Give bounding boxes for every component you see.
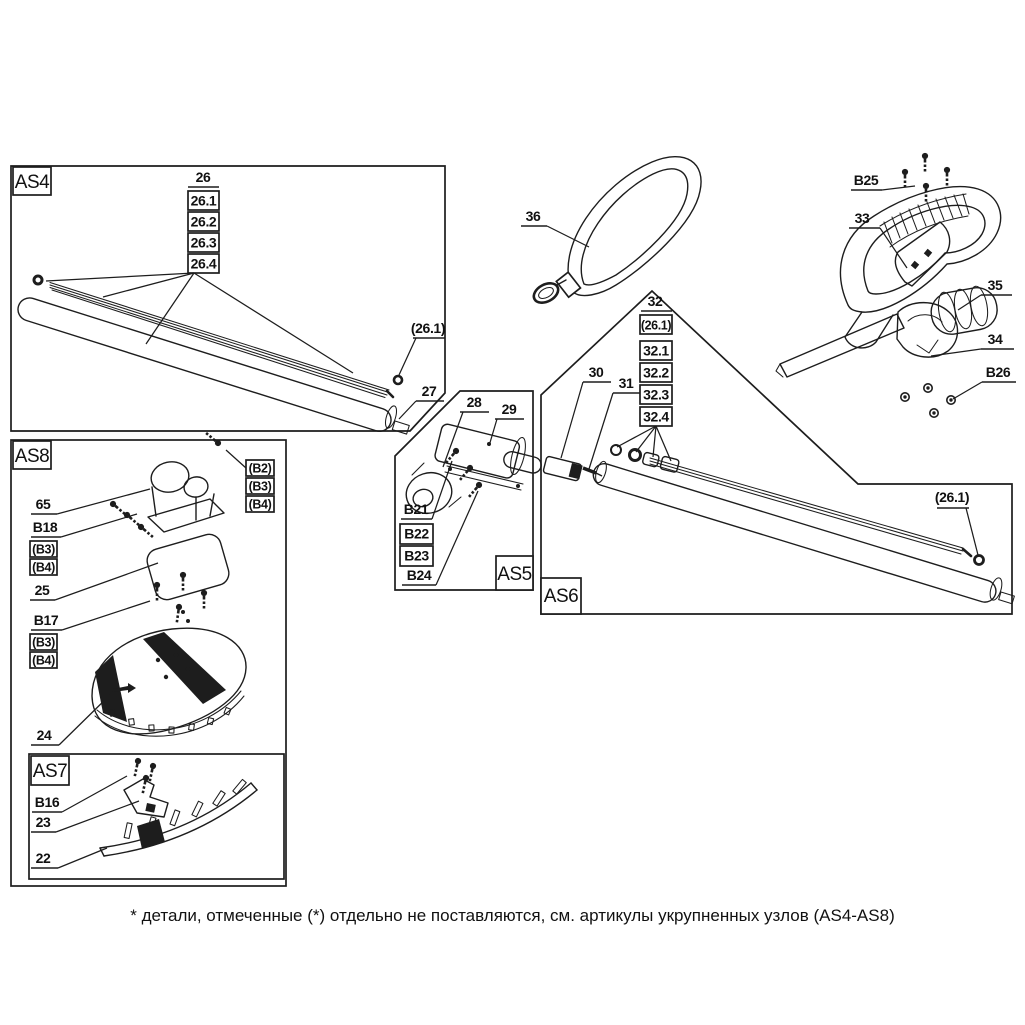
callout-28: 28 <box>466 394 482 410</box>
callout-22: 22 <box>35 850 51 866</box>
callout-32-3: 32.3 <box>643 386 669 403</box>
drive-tube-as6-drawing <box>591 460 1015 605</box>
callout-ref-26-1-as6-leader <box>966 508 978 555</box>
callout-24: 24 <box>36 727 52 743</box>
callout-b16: B16 <box>34 794 60 810</box>
callout-b2-b4: (B4) <box>248 497 272 512</box>
callout-30: 30 <box>588 364 604 380</box>
strap-buckle <box>556 272 580 297</box>
callout-26-fan-lines <box>46 273 353 373</box>
callout-26-2: 26.2 <box>190 213 217 230</box>
callout-b26-leader <box>953 382 982 399</box>
callout-23: 23 <box>35 814 51 830</box>
callout-b25-leader <box>882 186 915 190</box>
screw-icon <box>123 511 141 528</box>
nut-icon <box>930 409 938 417</box>
clamp-bar-34-drawing <box>776 303 958 377</box>
callout-b18-leader <box>61 514 137 537</box>
callout-b18-b4: (B4) <box>32 560 55 575</box>
as4-region-outline <box>11 166 445 431</box>
assembly-as4 <box>11 166 445 434</box>
callout-35: 35 <box>987 277 1003 293</box>
screw-icon <box>174 603 183 622</box>
callout-34-leader <box>931 349 981 356</box>
callout-36: 36 <box>525 208 541 224</box>
handle-clamp-upper <box>895 222 949 286</box>
callout-b2: (B2) <box>248 461 272 476</box>
screw-icon <box>137 523 155 540</box>
callout-b26: B26 <box>985 364 1011 380</box>
callout-35-leader <box>958 295 981 310</box>
callout-b23: B23 <box>404 547 429 564</box>
callout-25: 25 <box>34 582 50 598</box>
mount-plate-25-drawing <box>144 532 231 603</box>
as7-tag: AS7 <box>32 761 68 782</box>
callout-32-2: 32.2 <box>643 364 669 381</box>
guard-rail-22-drawing <box>100 779 257 856</box>
callout-32: 32 <box>647 293 663 309</box>
assembly-as7 <box>29 754 284 879</box>
hanger-bracket-65-drawing <box>148 458 224 532</box>
callout-29: 29 <box>501 401 517 417</box>
callout-b24: B24 <box>406 567 432 583</box>
callout-32-ref26-1: (26.1) <box>640 318 672 333</box>
as6-tag: AS6 <box>543 586 579 607</box>
footnote: * детали, отмеченные (*) отдельно не поставляются, см. артикулы укрупненных узлов (AS4-AS8) <box>130 906 895 925</box>
callout-b24-leader <box>436 491 478 585</box>
washer-ring-26-1-as6 <box>975 556 984 565</box>
callout-24-leader <box>59 692 113 745</box>
assembly-as5 <box>395 391 533 590</box>
callout-29-leader <box>489 419 497 446</box>
callout-ref-26-1-as6: (26.1) <box>934 489 970 505</box>
callout-34: 34 <box>987 331 1003 347</box>
callout-b17-b3: (B3) <box>32 635 55 650</box>
as4-tag: AS4 <box>14 172 50 193</box>
callout-32-4: 32.4 <box>643 408 669 425</box>
screw-icon <box>204 431 222 448</box>
callout-b2-leader <box>226 450 246 468</box>
splined-shaft-drawing <box>650 458 971 556</box>
callout-b17: B17 <box>33 612 59 628</box>
callout-31: 31 <box>618 375 634 391</box>
screw-icon <box>132 757 142 776</box>
bolt-dot <box>186 619 190 623</box>
callout-36-leader <box>547 226 589 247</box>
screw-icon <box>922 153 928 172</box>
callout-28-leader <box>443 412 463 467</box>
screw-icon <box>467 481 484 499</box>
callout-b22: B22 <box>404 525 429 542</box>
assembly-as6 <box>502 291 1014 614</box>
callout-26-1: 26.1 <box>190 192 217 209</box>
loop-handle-33-drawing <box>776 153 1016 417</box>
screw-icon <box>180 572 186 591</box>
callout-30-leader <box>561 382 583 458</box>
callout-b17-leader <box>62 601 150 630</box>
callout-26-4: 26.4 <box>190 255 217 272</box>
callout-25-leader <box>55 563 158 600</box>
screw-icon <box>944 167 950 186</box>
callout-b21-leader <box>432 461 452 519</box>
callout-b25: B25 <box>853 172 879 188</box>
callout-32-1: 32.1 <box>643 342 669 359</box>
as8-tag: AS8 <box>14 446 50 467</box>
callout-ref-26-1: (26.1) <box>410 320 446 336</box>
assembly-as8 <box>11 431 286 886</box>
callout-27: 27 <box>421 383 437 399</box>
callout-b21: B21 <box>403 501 429 517</box>
as5-tag: AS5 <box>497 564 532 585</box>
nut-icon <box>901 393 909 401</box>
clamp-bracket-23-drawing <box>124 779 168 817</box>
callout-26-3: 26.3 <box>190 234 217 251</box>
callout-b16-leader <box>62 776 127 812</box>
bolt-dot <box>181 610 185 614</box>
callout-b17-b4: (B4) <box>32 653 55 668</box>
pin-31-drawing <box>583 468 602 476</box>
nut-icon <box>947 396 955 404</box>
callout-22-leader <box>58 848 107 868</box>
callout-b18: B18 <box>32 519 58 535</box>
screw-icon <box>902 169 908 188</box>
callout-65-leader <box>57 489 150 514</box>
callout-b2-b3: (B3) <box>248 479 272 494</box>
screw-icon <box>140 774 150 793</box>
callout-b18-b3: (B3) <box>32 542 55 557</box>
callout-31-leader <box>589 393 613 469</box>
drive-tube-drawing <box>15 295 409 434</box>
shoulder-strap-36-drawing <box>521 157 701 307</box>
nut-icon <box>924 384 932 392</box>
callout-ref-26-1-leader <box>399 338 416 375</box>
screw-icon <box>201 590 207 609</box>
carabiner-hook-icon <box>531 279 562 306</box>
washer-ring-26-1 <box>394 376 402 384</box>
callout-27-leader <box>399 401 416 419</box>
callout-26: 26 <box>195 169 211 185</box>
blade-guard-24-drawing <box>92 628 246 736</box>
part-27-threaded-tip <box>392 421 409 434</box>
callout-65: 65 <box>35 496 51 512</box>
callout-33: 33 <box>854 210 870 226</box>
